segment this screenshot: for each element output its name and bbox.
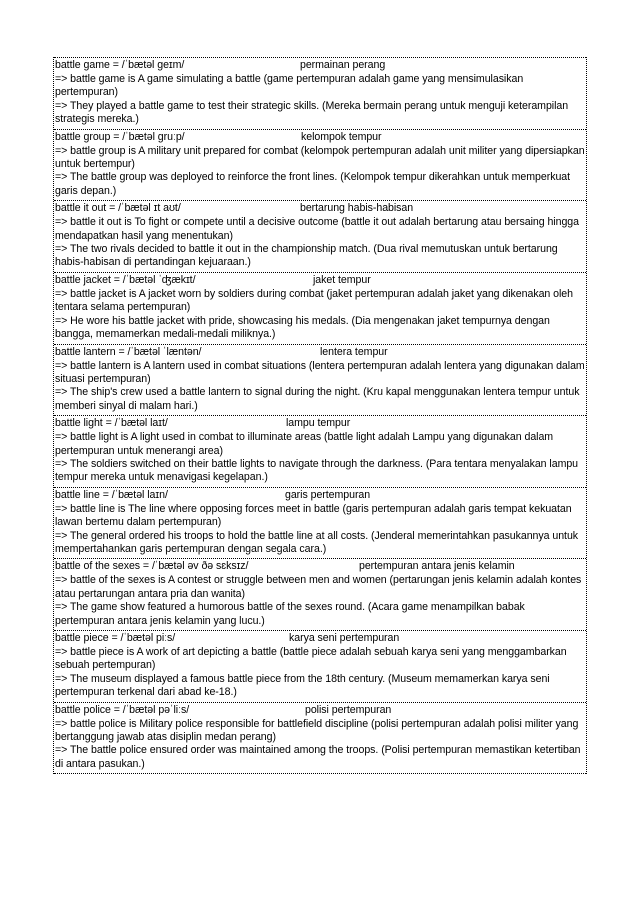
example: => They played a battle game to test their strategic skills. (Mereka bermain perang untuk menguji keterampilan strategis mereka.) bbox=[55, 99, 569, 126]
translation: kelompok tempur bbox=[301, 130, 382, 143]
headword: battle group = /ˈbætəl gruːp/ bbox=[55, 130, 185, 143]
entry-header bbox=[55, 632, 585, 646]
example: => The battle police ensured order was maintained among the troops. (Polisi pertempuran memastikan ketertiban di antara pasukan.) bbox=[55, 744, 581, 770]
headword: battle light = /ˈbætəl laɪt/ bbox=[55, 417, 168, 430]
definition: => battle of the sexes is A contest or struggle between men and women (pertarungan jenis kelamin adalah kontes atau pertarungan antara pria dan wanita) bbox=[55, 574, 582, 600]
translation: jaket tempur bbox=[313, 273, 371, 286]
definition: => battle game is A game simulating a battle (game pertempuran adalah game yang mensimulasikan pertempuran) bbox=[55, 73, 524, 99]
entry-header bbox=[55, 489, 585, 503]
example: => The museum displayed a famous battle piece from the 18th century. (Museum memamerkan karya seni pertempuran terkenal dari abad ke-18.) bbox=[55, 672, 550, 699]
entry-header bbox=[55, 417, 585, 431]
entry-header bbox=[55, 59, 585, 73]
example: => The two rivals decided to battle it out in the championship match. (Dua rival memutuskan untuk bertarung habis-habisan di pertandingan kejuaraan.) bbox=[55, 243, 558, 269]
definition: => battle piece is A work of art depicting a battle (battle piece adalah sebuah karya seni yang menggambarkan sebuah pertempuran) bbox=[55, 646, 567, 672]
entry-battle-police bbox=[54, 702, 586, 775]
definition: => battle lantern is A lantern used in combat situations (lentera pertempuran adalah lentera yang digunakan dalam situasi pertempuran) bbox=[55, 359, 585, 385]
entry-battle-light bbox=[54, 415, 586, 487]
definition: => battle group is A military unit prepared for combat (kelompok pertempuran adalah unit militer yang dipersiapkan untuk bertempur) bbox=[55, 144, 585, 171]
translation: garis pertempuran bbox=[285, 488, 371, 501]
entry-header bbox=[55, 274, 585, 288]
example: => The battle group was deployed to reinforce the front lines. (Kelompok tempur dikerahkan untuk memperkuat garis depan.) bbox=[55, 171, 571, 197]
headword: battle line = /ˈbætəl laɪn/ bbox=[55, 488, 168, 501]
example: => The game show featured a humorous battle of the sexes round. (Acara game menampilkan babak pertempuran antara jenis kelamin yang lucu.) bbox=[55, 601, 525, 627]
definition: => battle police is Military police responsible for battlefield discipline (polisi pertempuran adalah polisi militer yang bertanggung jawab atas disiplin medan perang) bbox=[55, 717, 579, 744]
headword: battle police = /ˈbætəl pəˈliːs/ bbox=[55, 703, 190, 716]
entry-battle-it-out bbox=[54, 200, 586, 272]
example: => The ship's crew used a battle lantern to signal during the night. (Kru kapal menggunakan lentera tempur untuk memberi sinyal di malam hari.) bbox=[55, 386, 580, 412]
headword: battle of the sexes = /ˈbætəl əv ðə sɛksɪz/ bbox=[55, 560, 249, 573]
translation: polisi pertempuran bbox=[305, 703, 392, 716]
definition: => battle jacket is A jacket worn by soldiers during combat (jaket pertempuran adalah jaket yang dikenakan oleh tentara selama pertempuran) bbox=[55, 287, 573, 314]
example: => The soldiers switched on their battle lights to navigate through the darkness. (Para tentara menyalakan lampu tempur mereka untuk menavigasi kegelapan.) bbox=[55, 457, 579, 484]
translation: lentera tempur bbox=[320, 345, 388, 358]
translation: pertempuran antara jenis kelamin bbox=[359, 560, 515, 573]
entry-header bbox=[55, 704, 585, 718]
translation: lampu tempur bbox=[286, 417, 351, 430]
example: => He wore his battle jacket with pride, showcasing his medals. (Dia mengenakan jaket tempurnya dengan bangga, memamerkan medali-medali miliknya.) bbox=[55, 314, 550, 341]
entry-battle-of-the-sexes bbox=[54, 558, 586, 630]
definition: => battle it out is To fight or compete until a decisive outcome (battle it out adalah bertarung atau bersaing hingga mendapatkan hasil yang menentukan) bbox=[55, 216, 579, 242]
entry-battle-piece bbox=[54, 630, 586, 702]
entry-header bbox=[55, 346, 585, 360]
example: => The general ordered his troops to hold the battle line at all costs. (Jenderal memerintahkan pasukannya untuk mempertahankan garis pertempuran dengan segala cara.) bbox=[55, 529, 579, 555]
headword: battle lantern = /ˈbætəl ˈlæntən/ bbox=[55, 345, 202, 358]
entry-battle-game bbox=[54, 57, 586, 129]
translation: bertarung habis-habisan bbox=[300, 202, 414, 215]
headword: battle piece = /ˈbætəl piːs/ bbox=[55, 632, 176, 644]
entry-battle-jacket bbox=[54, 272, 586, 344]
entry-header bbox=[55, 560, 585, 574]
headword: battle jacket = /ˈbætəl ˈʤækɪt/ bbox=[55, 273, 196, 286]
translation: permainan perang bbox=[300, 59, 386, 71]
entry-header bbox=[55, 131, 585, 145]
definition: => battle line is The line where opposing forces meet in battle (garis pertempuran adalah garis tempat kekuatan lawan bertemu dalam pertempuran) bbox=[55, 502, 572, 529]
entry-battle-line bbox=[54, 487, 586, 559]
entry-battle-lantern bbox=[54, 344, 586, 416]
translation: karya seni pertempuran bbox=[289, 632, 400, 644]
definition: => battle light is A light used in combat to illuminate areas (battle light adalah Lampu yang digunakan dalam pertempuran untuk menerangi area) bbox=[55, 431, 554, 457]
entry-battle-group bbox=[54, 129, 586, 201]
headword: battle game = /ˈbætəl geɪm/ bbox=[55, 59, 185, 71]
vocabulary-page bbox=[53, 57, 587, 774]
entry-header bbox=[55, 202, 585, 216]
headword: battle it out = /ˈbætəl ɪt aʊt/ bbox=[55, 202, 181, 215]
